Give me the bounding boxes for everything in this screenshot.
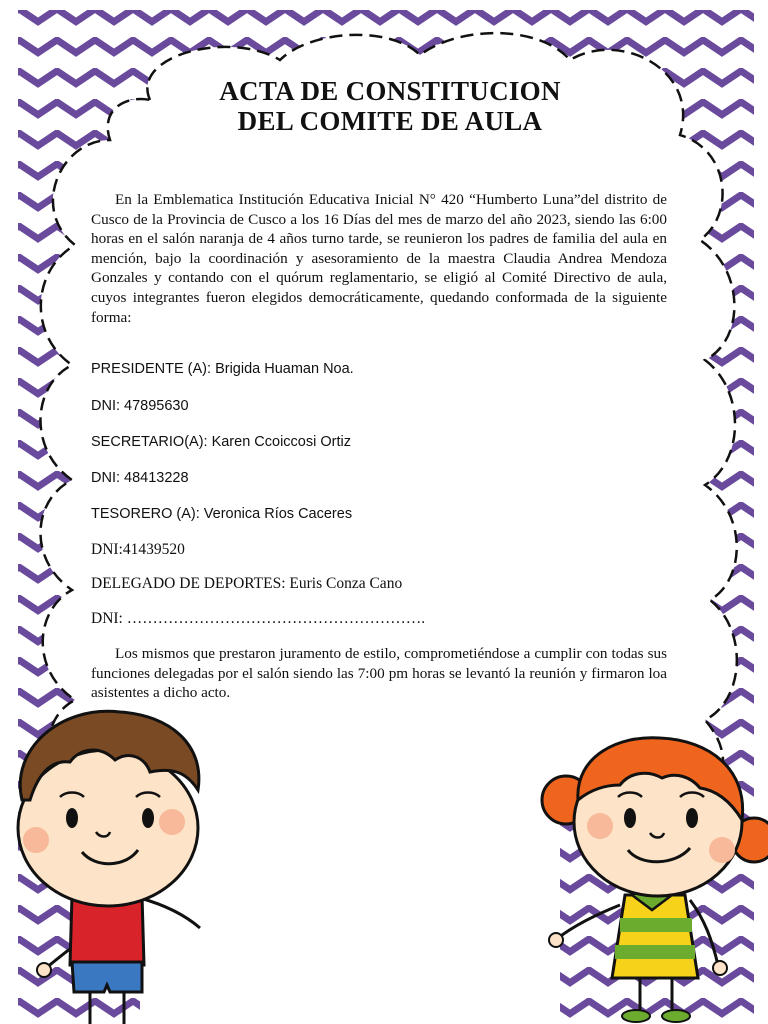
secretary-line: SECRETARIO(A): Karen Ccoiccosi Ortiz bbox=[91, 434, 351, 450]
president-dni: DNI: 47895630 bbox=[91, 398, 189, 414]
sports-delegate-line: DELEGADO DE DEPORTES: Euris Conza Cano bbox=[91, 575, 403, 592]
treasurer-line: TESORERO (A): Veronica Ríos Caceres bbox=[91, 506, 353, 522]
secretary-dni: DNI: 48413228 bbox=[91, 470, 189, 486]
title-line-1: ACTA DE CONSTITUCION bbox=[219, 76, 561, 106]
document-title bbox=[150, 76, 630, 136]
president-line: PRESIDENTE (A): Brigida Huaman Noa. bbox=[91, 361, 354, 377]
closing-block bbox=[91, 644, 667, 703]
intro-paragraph: En la Emblematica Institución Educativa Inicial N° 420 “Humberto Luna”del distrito de Cusco de la Provincia de Cusco a los 16 Días del mes de marzo del año 2023, siendo las 6:00 horas en el salón naranja de 4 años turno tarde, se reunieron los padres de familia del aula en mención, bajo la coordinación y asesoramiento de la maestra Claudia Andrea Mendoza Gonzales y contando con el quórum reglamentario, se eligió al Comité Directivo de aula, cuyos integrantes fueron elegidos democráticamente, quedando conformada de la siguiente forma: bbox=[91, 191, 667, 326]
closing-paragraph: Los mismos que prestaron juramento de estilo, comprometiéndose a cumplir con todas sus funciones delegadas por el salón siendo las 7:00 pm horas se levantó la reunión y firmaron loa asistentes a dicho acto. bbox=[91, 645, 667, 702]
title-line-2: DEL COMITE DE AULA bbox=[237, 106, 543, 136]
intro-block bbox=[91, 190, 667, 327]
sports-delegate-dni: DNI: …………………………………………………. bbox=[91, 610, 426, 627]
treasurer-dni: DNI:41439520 bbox=[91, 541, 185, 558]
